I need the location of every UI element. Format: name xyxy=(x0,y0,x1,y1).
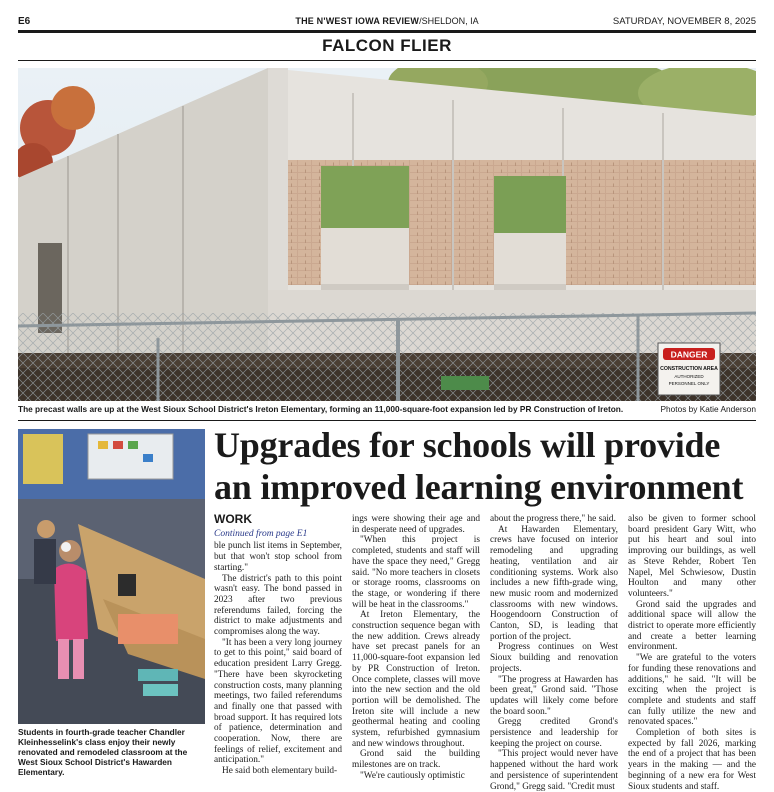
article-headline: Upgrades for schools will provide an improved learning environment xyxy=(214,425,744,507)
paragraph: He said both elementary build- xyxy=(222,766,338,777)
top-photo-caption xyxy=(18,404,756,414)
paragraph: At Hawarden Elementary, crews have focused on interior remodeling and upgrading heating, ventilation and air conditioning systems. Work also includes a new fifth-grade wing, new music room and modernized classrooms with new windows. Hoogendoorn Construction of Canton, SD, is leading that portion of the project. xyxy=(490,524,618,642)
masthead-title: THE N'WEST IOWA REVIEW xyxy=(295,16,420,26)
paragraph: "We're cautiously optimistic xyxy=(360,770,465,781)
caption-rule xyxy=(18,420,756,421)
sign-danger-text: DANGER xyxy=(670,349,708,360)
danger-sign xyxy=(658,343,720,395)
page-number: E6 xyxy=(18,16,31,27)
paragraph: Grond said the upgrades and additional space will allow the district to operate more efficiently and create a better learning environment. xyxy=(628,599,756,653)
paragraph: ings were showing their age and in desperate need of upgrades. xyxy=(352,514,480,535)
masthead-location: /SHELDON, IA xyxy=(419,16,479,26)
paragraph: Grond said the building milestones are on track. xyxy=(352,749,480,771)
section-title: FALCON FLIER xyxy=(322,36,452,55)
header-rule xyxy=(18,30,756,33)
side-photo-caption: Students in fourth-grade teacher Chandler Kleinhesselink's class enjoy their newly renovated and remodeled classroom at the West Sioux School District's Hawarden Elementary. xyxy=(18,727,188,777)
paragraph: also be given to former school board president Gary Witt, who put his heart and soul into improving our buildings, as well as Steve Rehder, Robert Ten Napel, Mel Schwiesow, Dustin Houlton and many other volunteers." xyxy=(628,514,756,599)
paragraph: ble punch list items in September, but that won't stop school from starting." xyxy=(214,541,342,573)
paragraph: "It has been a very long journey to get to this point," said board of education president Larry Gregg. "There have been skyrocketing construction costs, many planning meetings, two failed referendums and finally one that passed with broad support. It has required lots of patience, determination and cooperation. Now, there are feelings of relief, excitement and anticipation." xyxy=(214,637,342,766)
paragraph: Gregg credited Grond's persistence and leadership for keeping the project on course. xyxy=(490,717,618,749)
sign-personnel-text: PERSONNEL ONLY xyxy=(668,381,710,386)
construction-photo xyxy=(18,68,756,401)
sign-authorized-text: AUTHORIZED xyxy=(674,374,704,379)
jump-line: Continued from page E1 xyxy=(214,528,308,539)
top-caption-text: The precast walls are up at the West Sioux School District's Ireton Elementary, forming an 11,000-square-foot expansion led by PR Construction of Ireton. xyxy=(18,404,624,414)
sign-area-text: CONSTRUCTION AREA xyxy=(660,366,718,372)
issue-date: SATURDAY, NOVEMBER 8, 2025 xyxy=(612,16,756,27)
paragraph: Completion of both sites is expected by fall 2026, marking the end of a project that has been years in the making — and the beginning of a new era for West Sioux students and staff. xyxy=(628,728,756,792)
photo-credit: Photos by Katie Anderson xyxy=(660,404,756,414)
paragraph: "When this project is completed, students and staff will have the space they need," Gregg said. "No more teachers in closets or storage rooms, classrooms on the stage, or wondering if there will be heat in the classrooms." xyxy=(352,535,480,610)
section-rule xyxy=(18,60,756,61)
page-header xyxy=(18,14,756,30)
article-kicker: WORK xyxy=(214,512,252,526)
article-column-1 xyxy=(214,514,342,777)
paragraph: "This project would never have happened without the hard work and persistence of superintendent Grond," Gregg said. "Credit must xyxy=(490,749,618,792)
classroom-photo xyxy=(18,429,205,724)
paragraph: "The progress at Hawarden has been great," Grond said. "Those updates will likely come before the board soon." xyxy=(490,674,618,717)
article-body xyxy=(214,512,756,792)
article-column-3 xyxy=(490,514,618,792)
paragraph: At Ireton Elementary, the construction sequence began with the new addition. Crews already have set precast panels for an 11,000-square-foot expansion led by PR Construction of Ireton. Once complete, classes will move into the new section and the old portion will be demolished. The Ireton site will include a new geothermal heating and cooling system, refurbished gymnasium and new windows throughout. xyxy=(352,610,480,749)
paragraph: Progress continues on West Sioux building and renovation projects. xyxy=(490,642,618,674)
paragraph: The district's path to this point wasn't easy. The bond passed in 2023 after two previous referendums failed, forcing the district to make adjustments and compromises along the way. xyxy=(214,573,342,638)
article-column-2 xyxy=(352,514,480,782)
article-column-4 xyxy=(628,514,756,792)
paragraph: "We are grateful to the voters for funding these renovations and additions," he said. "It will be exciting when the project is complete and students and staff can fully utilize the new and renovated spaces." xyxy=(628,653,756,728)
paragraph: about the progress there," he said. xyxy=(490,514,616,524)
